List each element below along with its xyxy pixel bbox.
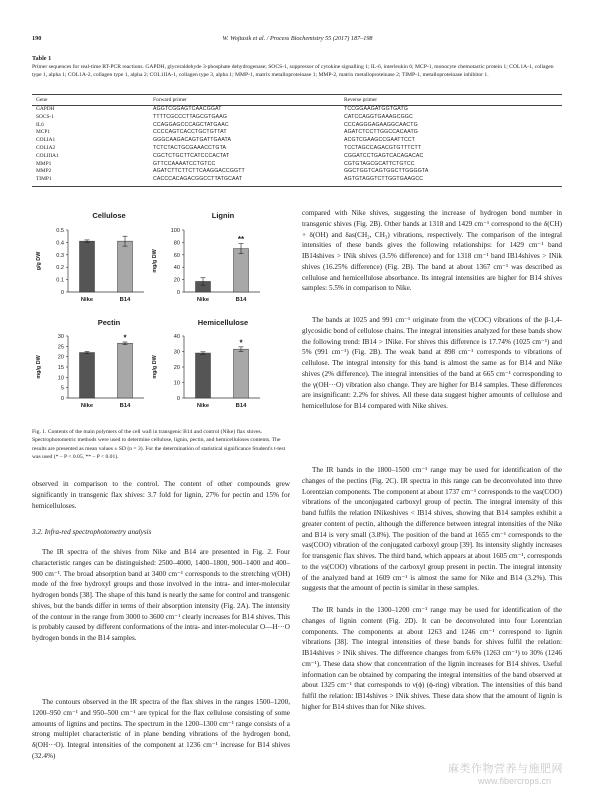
y-tick-label: 20 (173, 277, 180, 284)
table-row (32, 106, 562, 114)
forward-primer-cell: AGATCTTCTTCTTCAAGGACCGGTT (153, 168, 245, 175)
y-axis-label: g/g DW (36, 251, 42, 271)
bar-nike (80, 353, 95, 398)
table-row (32, 129, 562, 137)
y-tick-label: 20 (173, 365, 180, 371)
left-paragraph-3: The contours observed in the IR spectra of the flax shives in the ranges 1500–1200, 1200–950 cm⁻¹ and 950–500 cm⁻¹ are typical for the flax cellulose consisting of some amounts of lignins and pectins. The spectrum in the 1200–1300 cm⁻¹ range consists of a strong multiplet characteristic of in plane bending vibrations of the hydrogen bond, δ(OH···O). Integral intensities of the component at 1236 cm⁻¹ increase for B14 shives (32.4%) (32, 698, 290, 760)
significance-marker: * (123, 333, 127, 343)
x-category-label: B14 (235, 297, 247, 303)
y-tick-label: 0 (60, 396, 64, 402)
x-category-label: Nike (80, 297, 94, 303)
right-paragraph-4: The IR bands in the 1300–1200 cm⁻¹ range may be used for identification of the changes of lignin content (Fig. 2D). It can be deconvoluted into four Lorentzian components. The components at about 1263 and 1246 cm⁻¹ correspond to lignin vibrations [38]. The integral intensities of these bands for shives fulfil the relation: IB14shives > INik shives. The difference changes from 6.6% (1263 cm⁻¹) to 30% (1246 cm⁻¹). These data show that concentration of the lignin increases for B14 shives. Useful information can be obtained by comparing the integral intensities of the band observed at about 1325 cm⁻¹ that corresponds to ν(ϕ) (ϕ-ring) vibration. The intensities of this band fulfil the relation: IB14shives > INik shives. These data show that the amount of lignin is higher for B14 shives than for Nike shives. (302, 606, 562, 711)
primer-table (32, 94, 562, 187)
lignin-bar-chart (148, 222, 268, 310)
y-axis-label: mg/g DW (152, 249, 158, 273)
table-row (32, 114, 562, 122)
y-tick-label: 0.5 (56, 228, 64, 234)
x-category-label: B14 (235, 403, 247, 409)
cellulose-bar-chart (32, 222, 152, 310)
chart-title-pectin: Pectin (97, 318, 121, 327)
x-category-label: Nike (80, 403, 94, 409)
left-paragraph-2: The IR spectra of the shives from Nike and B14 are presented in Fig. 2. Four characteristic ranges can be distinguished: 2500–4000, 1400–1800, 900–1400 and 400–900 cm⁻¹. The broad absorption band at 3400 cm⁻¹ corresponds to the stretching ν(OH) mode of the free hydroxyl groups and those involved in the intra- and inter-molecular hydrogen bonds [38]. The shape of this band is nearly the same for control and transgenic shives, but the bands differ in terms of their absorption intensity (Fig. 2A). The intensity of the contour in the range from 3000 to 3600 cm⁻¹ clearly increases for B14 shives. This is probably caused by different conformations of the intra- and inter-molecular O—H···O hydrogen bonds in the B14 samples. (32, 548, 290, 642)
gene-cell: COLIIIA1 (36, 152, 59, 159)
y-tick-label: 10 (57, 375, 64, 382)
reverse-primer-cell: TCCTAGCCAGACGTGTTTCTT (344, 144, 422, 151)
reverse-primer-cell: GGCTGGTCAGTGGCTTGGGGTA (344, 168, 429, 175)
forward-primer-cell: GTTCCAAAATCCTGTCC (153, 160, 216, 167)
reverse-primer-cell: CGGATCCTGAGTCACAGACAC (344, 152, 424, 159)
col-header-reverse: Reverse primer (340, 95, 562, 106)
x-category-label: B14 (119, 403, 131, 409)
y-tick-label: 0.2 (56, 265, 64, 272)
gene-cell: COLIA2 (36, 144, 56, 151)
right-paragraph-1: compared with Nike shives, suggesting the increase of hydrogen bond number in transgenic shives (Fig. 2B). Other bands at 1318 and 1429 cm⁻¹ correspond to the δ(CH) + δ(OH) and δas(CH₂, CH₃) vibrations, respectively. The comparison of the integral intensities of these bands gives the following relationships: for 1429 cm⁻¹ band IB14shives > INik shives (3.5% difference) and for 1318 cm⁻¹ band IB14shives > INik shives (16.25% difference) (Fig. 2B). The band at about 1367 cm⁻¹ was described as cellulose and hemicellulose absorbance. Its integral intensities are higher for B14 shives samples: 5.5% in comparison to Nike. (302, 209, 562, 293)
figure-caption: Fig. 1. Contents of the main polymers of the cell wall in transgenic B14 and control (Nike) flax shives. Spectrophotometric methods were used to determine cellulose, lignin, pectin, and hemicelluloses contents. The results are presented as mean values ± SD (n = 3). For the determination of statistical significance Student's t-test was used (* – P < 0.05, ** – P < 0.01). (32, 429, 286, 460)
gene-cell: COLIA1 (36, 137, 56, 144)
y-axis-label: mg/g DW (152, 355, 158, 379)
y-tick-label: 30 (173, 349, 180, 356)
y-tick-label: 10 (173, 380, 180, 387)
chart-title-cellulose: Cellulose (92, 211, 126, 220)
table-header-row (32, 95, 562, 106)
bar-b14 (234, 349, 249, 398)
y-tick-label: 40 (173, 334, 180, 340)
watermark-text: 麻类作物营养与施肥网 (448, 762, 563, 775)
watermark-url: www.fibercrops.cn (478, 776, 552, 786)
reverse-primer-cell: AGATCTCCTTGGCCACAATG (344, 129, 418, 136)
pectin-bar-chart (32, 328, 152, 416)
y-tick-label: 20 (57, 354, 64, 361)
y-tick-label: 0.4 (56, 240, 64, 247)
y-tick-label: 25 (57, 344, 64, 351)
y-tick-label: 0.1 (56, 277, 64, 284)
y-axis-label: mg/g DW (36, 355, 42, 379)
reverse-primer-cell: CCCAGGGAGAAGGCAACTG (344, 121, 418, 128)
y-tick-label: 0 (176, 290, 180, 296)
reverse-primer-cell: CATCCAGGTGAAAGCGGC (344, 113, 413, 120)
page-number: 190 (32, 35, 42, 42)
reverse-primer-cell: CGTGTAGCGCATTCTGTCC (344, 160, 415, 167)
forward-primer-cell: CCAGGAGCCCAGCTATGAAC (153, 121, 229, 128)
y-tick-label: 0 (176, 396, 180, 402)
table-title: Table 1 (32, 55, 52, 62)
y-tick-label: 80 (173, 240, 180, 247)
table-caption: Primer sequences for real-time RT-PCR reactions. GAPDH, glyceraldehyde 3-phosphate dehydrogenase; SOCS-1, suppressor of cytokine signalling 1; IL-6, interleukin 6; MCP-1, monocyte chemotactic protein 1; COL1A-1, collagen type 1, alpha 1; COL1A-2, collagen type 1, alpha 2; COL1IIA-1, collagen type 3, alpha 1; MMP-1, matrix metalloproteinase 1; MMP-2, matrix metalloproteinase 2; TIMP-1, metalloproteinase inhibitor 1. (32, 64, 554, 79)
table-row (32, 176, 562, 186)
bar-b14 (234, 249, 249, 292)
bar-b14 (118, 241, 133, 292)
forward-primer-cell: CGCTCTGCTTCATCCCACTAT (153, 152, 230, 159)
forward-primer-cell: GGGCAAGACAGTGATTGAATA (153, 137, 232, 144)
section-heading: 3.2. Infra-red spectrophotometry analysis (32, 528, 152, 536)
y-tick-label: 100 (170, 228, 180, 234)
significance-marker: ** (237, 235, 245, 245)
right-paragraph-2: The bands at 1025 and 991 cm⁻¹ originate from the ν(COC) vibrations of the β-1,4-glycosidic bond of cellulose chains. The integral intensities analyzed for these bands show the following trend: IB14 > INike. For shives this difference is 17.74% (1025 cm⁻¹) and 5% (991 cm⁻¹) (Fig. 2B). The weak band at 898 cm⁻¹ corresponds to vibrations of cellulose. The integral intensity for this band is almost the same as for B14 and Nike shives (2% difference). The integral intensities of the band at 665 cm⁻¹ corresponding to the γ(OH···O) vibration also change. They are higher for B14 samples. These differences are insignificant: 2.2% for shives. All these data suggest higher amounts of cellulose and hemicellulose for B14 compared with Nike shives. (302, 316, 562, 410)
chart-title-hemicellulose: Hemicellulose (197, 318, 249, 327)
table-row (32, 161, 562, 169)
y-tick-label: 30 (57, 334, 64, 340)
left-paragraph-1: observed in comparison to the control. The content of other compounds grew significantly in transgenic flax shives: 3.7 fold for lignin, 27% for pectin and 15% for hemicelluloses. (32, 480, 290, 510)
y-tick-label: 5 (60, 385, 64, 392)
right-paragraph-3: The IR bands in the 1800–1500 cm⁻¹ range may be used for identification of the changes of the pectins (Fig. 2C). IR spectra in this range can be deconvoluted into three Lorentzian components. The component at about 1737 cm⁻¹ corresponds to the νas(COO) vibrations of the unconjugated carboxyl group of pectin. The integral intensity of this band fulfils the relation INikeshives < IB14 shives, showing that B14 samples exhibit a greater content of pectin, although the difference between integral intensities of the Nike and B14 is very small (3.8%). The position of the band at 1655 cm⁻¹ corresponds to the νas(COO) vibration of the conjugated carboxyl group [39]. Its intensity slightly increases for transgenic flax shives. The third band, which appears at about 1605 cm⁻¹, corresponds to the νs(COO) vibrations of the carboxyl group present in pectin. The integral intensity of the analyzed band at 1609 cm⁻¹ is almost the same for Nike and B14 (3.2%). This suggests that the amount of pectin is similar in these samples. (302, 466, 562, 593)
gene-cell: TIMP1 (32, 176, 149, 186)
y-tick-label: 40 (173, 265, 180, 272)
reverse-primer-cell: AGTGTAGGTCTTGGTGAAGCC (340, 176, 562, 186)
x-category-label: Nike (196, 403, 210, 409)
reverse-primer-cell: ACGTCGAAGCCGAATTCCT (344, 137, 416, 144)
table-row (32, 137, 562, 145)
x-category-label: Nike (196, 297, 210, 303)
forward-primer-cell: CACCCACAGACGGCCTTATGCAAT (149, 176, 340, 186)
gene-cell: IL6 (36, 121, 44, 128)
chart-title-lignin: Lignin (211, 211, 235, 220)
bar-b14 (118, 343, 133, 398)
gene-cell: MMP2 (36, 168, 52, 175)
forward-primer-cell: CCCCAGTCACCTGCTGTTAT (153, 129, 227, 136)
col-header-forward: Forward primer (149, 95, 340, 106)
gene-cell: MMP1 (36, 160, 52, 167)
table-row (32, 122, 562, 130)
significance-marker: * (239, 338, 243, 348)
reverse-primer-cell: TCCGGAAGATGGTGATG (344, 106, 409, 112)
gene-cell: MCP1 (36, 129, 51, 136)
forward-primer-cell: AGGTCGGAGTCAACGGAT (153, 106, 222, 112)
x-category-label: B14 (119, 297, 131, 303)
table-row (32, 145, 562, 153)
bar-nike (80, 241, 95, 292)
gene-cell: GAPDH (36, 106, 55, 112)
y-tick-label: 60 (173, 252, 180, 259)
hemicellulose-bar-chart (148, 328, 268, 416)
table-row (32, 153, 562, 161)
forward-primer-cell: TCTCTACTGCGAAACCTGTA (153, 144, 227, 151)
running-header: W. Wojtasik et al. / Process Biochemistry 55 (2017) 187–198 (222, 35, 373, 42)
gene-cell: SOCS-1 (36, 113, 54, 120)
y-tick-label: 0.3 (56, 252, 64, 259)
y-tick-label: 15 (57, 365, 64, 371)
y-tick-label: 0 (60, 290, 64, 296)
col-header-gene: Gene (32, 95, 149, 106)
bar-nike (196, 353, 211, 398)
forward-primer-cell: TTTTCGCCCTTAGCGTGAAG (153, 113, 228, 120)
table-row (32, 168, 562, 176)
